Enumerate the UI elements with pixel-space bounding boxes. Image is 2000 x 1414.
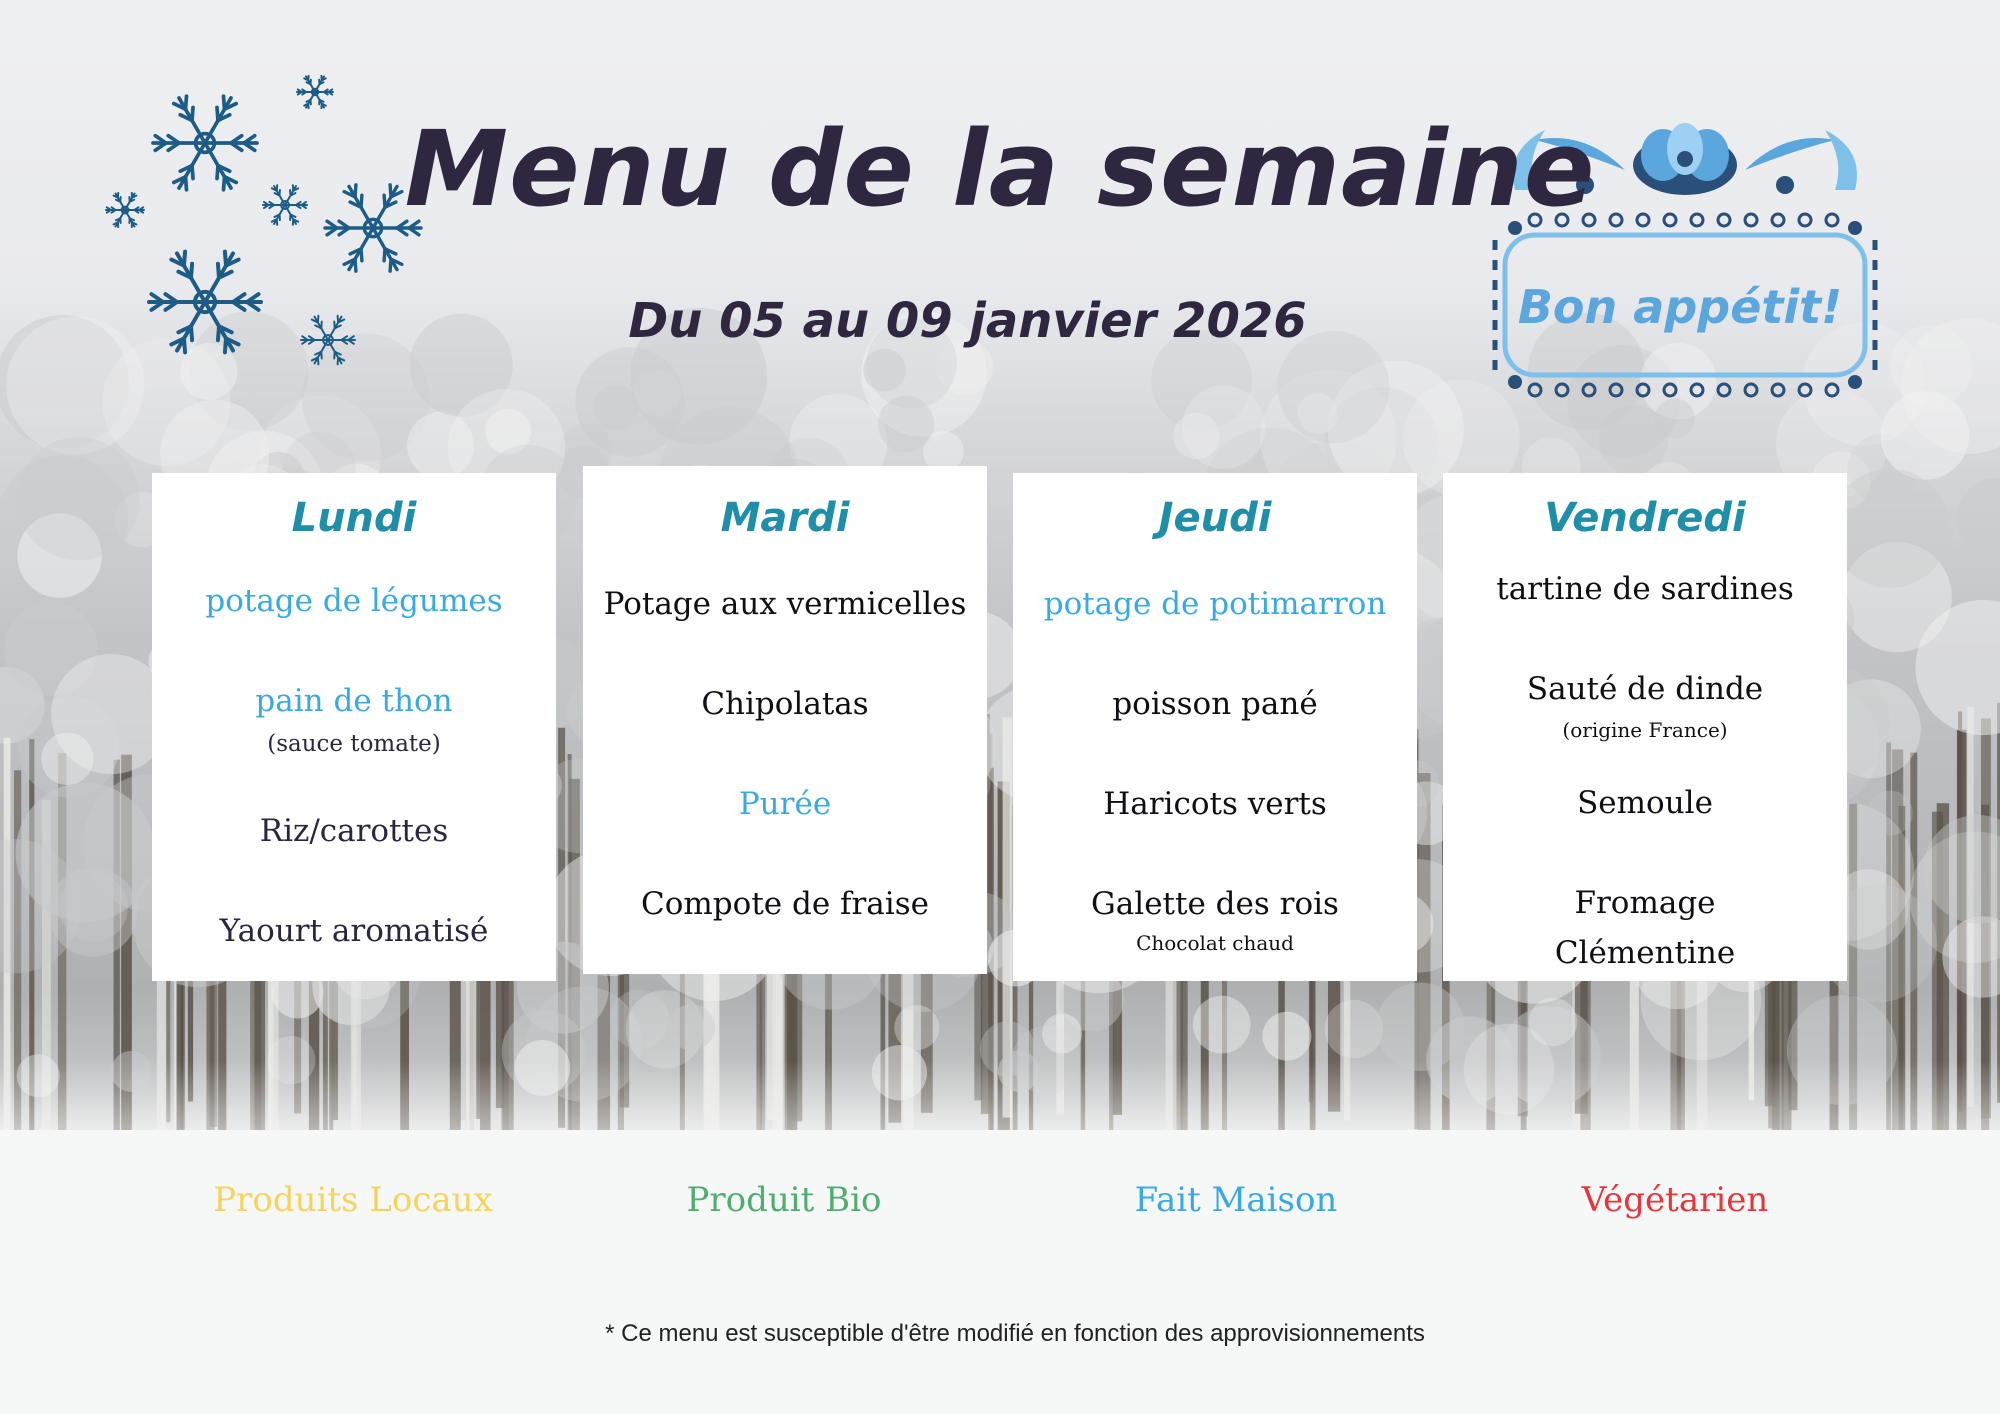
footnote: * Ce menu est susceptible d'être modifié en fonction des approvisionnements [605,1320,1425,1347]
page-title: Menu de la semaine [404,108,1596,230]
menu-item: Sauté de dinde [1526,671,1764,707]
menu-item: potage de potimarron [1043,586,1387,622]
menu-item: tartine de sardines [1496,571,1794,607]
legend-organic: Produit Bio [686,1180,882,1220]
menu-item: Semoule [1577,785,1713,821]
day-heading: Jeudi [1158,495,1272,541]
day-heading: Mardi [720,495,850,541]
menu-item: pain de thon [255,683,453,719]
day-heading: Lundi [291,495,417,541]
menu-item: Haricots verts [1103,786,1327,822]
menu-card-vendredi [1443,473,1847,981]
menu-item: Compote de fraise [641,886,929,922]
menu-item: Yaourt aromatisé [219,913,489,949]
menu-item: Chipolatas [701,686,869,722]
menu-item: Potage aux vermicelles [603,586,967,622]
menu-item: poisson pané [1112,686,1318,722]
legend-vegetarian: Végétarien [1581,1180,1769,1220]
menu-item: Clémentine [1554,935,1736,971]
menu-item: Purée [738,786,832,822]
bon-appetit-badge: Bon appétit! [1517,280,1843,334]
menu-item-note: (origine France) [1562,718,1728,742]
menu-item-note: (sauce tomate) [267,731,441,757]
menu-item: Galette des rois [1091,886,1339,922]
menu-item: potage de légumes [205,583,503,619]
menu-item-note: Chocolat chaud [1136,931,1294,955]
date-range: Du 05 au 09 janvier 2026 [628,293,1307,349]
legend-homemade: Fait Maison [1134,1180,1338,1220]
menu-item: Fromage [1574,885,1716,921]
menu-card-mardi [583,466,987,974]
menu-card-jeudi [1013,473,1417,981]
menu-card-lundi [152,473,556,981]
day-heading: Vendredi [1544,495,1746,541]
legend-local-products: Produits Locaux [213,1180,493,1220]
menu-item: Riz/carottes [259,813,449,849]
